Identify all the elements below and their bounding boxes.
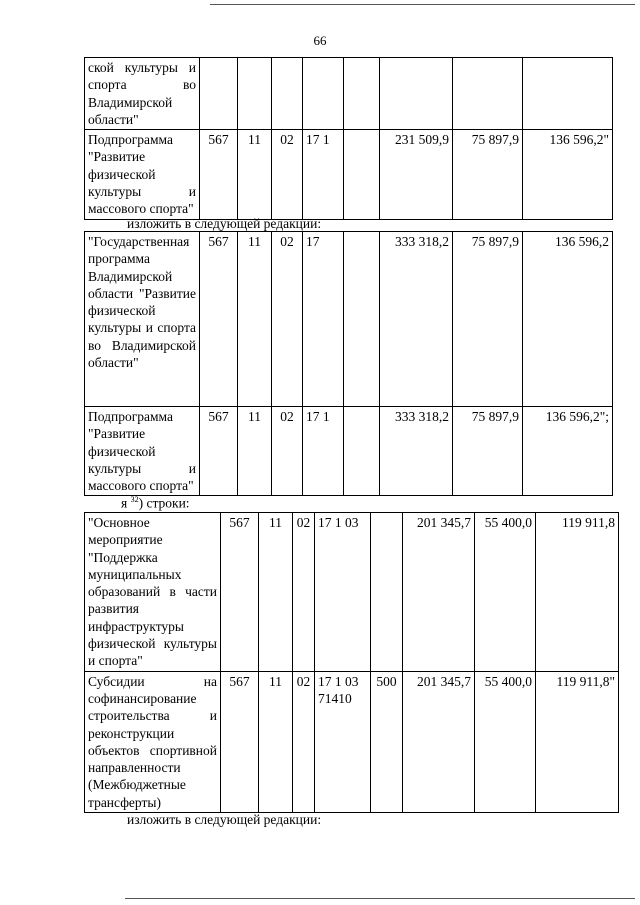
grbs-cell: 567 [200, 130, 238, 219]
grbs-cell: 567 [221, 513, 259, 672]
vr-cell [371, 513, 403, 672]
grbs-cell [200, 58, 238, 130]
budget-table-3 [84, 512, 619, 813]
pr-cell [272, 58, 303, 130]
grbs-cell: 567 [200, 407, 238, 496]
csr-cell: 17 [303, 232, 344, 407]
sum-cell-2 [453, 58, 523, 130]
csr-cell [303, 58, 344, 130]
row-name: ской культуры и спорта во Владимирской области" [85, 58, 200, 130]
row-name: "Основное мероприятие "Поддержка муниципальных образований в части развития инфраструктуры физической культуры и спорта" [85, 513, 221, 672]
sum-cell-2: 75 897,9 [453, 407, 523, 496]
row-name: Подпрограмма "Развитие физической культуры и массового спорта" [85, 130, 200, 219]
sum-cell-1: 201 345,7 [403, 513, 475, 672]
rz-cell: 11 [238, 407, 272, 496]
sum-cell-3: 136 596,2"; [523, 407, 613, 496]
section-heading: изложить в следующей редакции: [127, 216, 322, 231]
pr-cell: 02 [272, 232, 303, 407]
page-number: 66 [313, 33, 327, 48]
pr-cell: 02 [293, 513, 315, 672]
heading-prefix: я [121, 495, 131, 511]
rz-cell: 11 [259, 513, 293, 672]
vr-cell [344, 58, 380, 130]
scan-edge-bottom [125, 898, 635, 899]
row-name: Субсидии на софинансирование строительства и реконструкции объектов спортивной направленности (Межбюджетные трансферты) [85, 671, 221, 812]
sum-cell-1: 333 318,2 [380, 407, 453, 496]
sum-cell-2: 55 400,0 [475, 513, 536, 672]
table-row [85, 671, 619, 812]
sum-cell-3: 119 911,8" [536, 671, 619, 812]
sum-cell-3: 119 911,8 [536, 513, 619, 672]
budget-table-2 [84, 231, 613, 496]
sum-cell-3: 136 596,2" [523, 130, 613, 219]
sum-cell-1: 201 345,7 [403, 671, 475, 812]
rz-cell: 11 [238, 130, 272, 219]
rz-cell: 11 [259, 671, 293, 812]
pr-cell: 02 [272, 130, 303, 219]
table-row [85, 232, 613, 407]
budget-table-1 [84, 57, 613, 220]
vr-cell: 500 [371, 671, 403, 812]
sum-cell-2: 75 897,9 [453, 232, 523, 407]
sum-cell-3: 136 596,2 [523, 232, 613, 407]
section-heading [121, 495, 190, 512]
sum-cell-1: 231 509,9 [380, 130, 453, 219]
table-row [85, 513, 619, 672]
pr-cell: 02 [293, 671, 315, 812]
csr-cell: 17 1 03 71410 [315, 671, 371, 812]
vr-cell [344, 407, 380, 496]
pr-cell: 02 [272, 407, 303, 496]
row-name: Подпрограмма "Развитие физической культуры и массового спорта" [85, 407, 200, 496]
table-row [85, 58, 613, 130]
row-name: "Государственная программа Владимирской области "Развитие физической культуры и спорта во Владимирской области" [85, 232, 200, 407]
grbs-cell: 567 [200, 232, 238, 407]
csr-cell: 17 1 [303, 407, 344, 496]
sum-cell-1 [380, 58, 453, 130]
table-row [85, 130, 613, 219]
table-row [85, 407, 613, 496]
scan-edge-top [210, 4, 635, 5]
sum-cell-2: 55 400,0 [475, 671, 536, 812]
rz-cell [238, 58, 272, 130]
sum-cell-1: 333 318,2 [380, 232, 453, 407]
csr-cell: 17 1 [303, 130, 344, 219]
sum-cell-2: 75 897,9 [453, 130, 523, 219]
section-heading: изложить в следующей редакции: [127, 812, 322, 827]
footnote-marker: 32 [130, 495, 139, 504]
rz-cell: 11 [238, 232, 272, 407]
vr-cell [344, 232, 380, 407]
grbs-cell: 567 [221, 671, 259, 812]
vr-cell [344, 130, 380, 219]
sum-cell-3 [523, 58, 613, 130]
heading-suffix: ) строки: [138, 495, 190, 511]
csr-cell: 17 1 03 [315, 513, 371, 672]
